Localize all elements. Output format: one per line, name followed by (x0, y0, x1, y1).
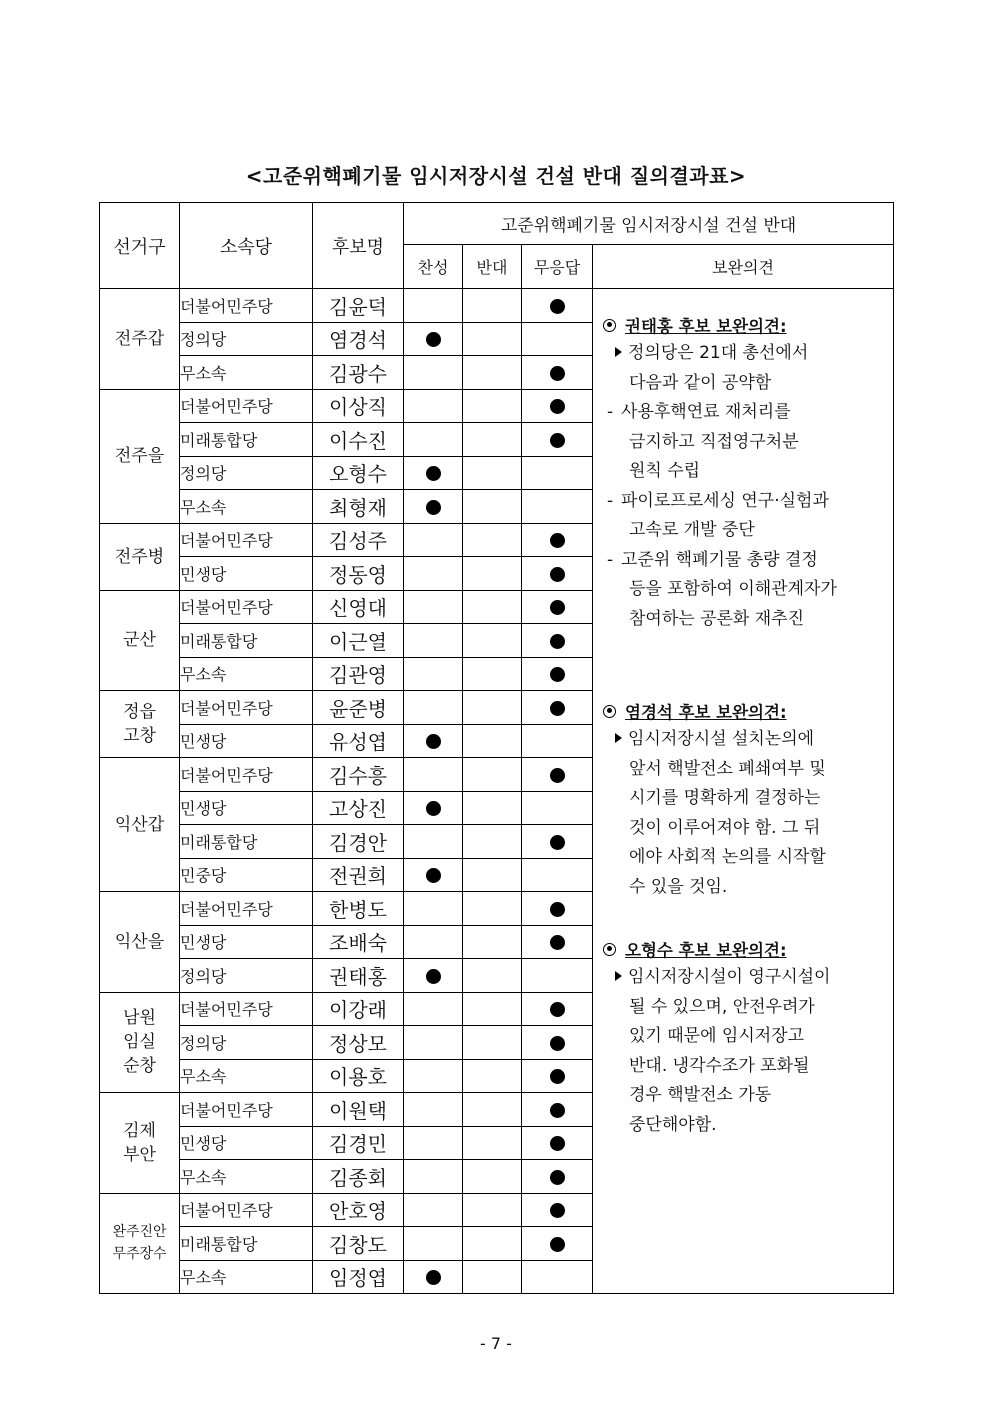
vote-agree-cell (404, 791, 463, 825)
vote-no-answer-cell (522, 825, 593, 859)
candidate-cell: 김창도 (313, 1227, 404, 1261)
district-label: 군산 (123, 630, 156, 651)
vote-agree-cell (404, 1126, 463, 1160)
vote-oppose-cell (463, 1093, 522, 1127)
vote-agree-cell (404, 925, 463, 959)
vote-oppose-cell (463, 389, 522, 423)
vote-agree-cell (404, 959, 463, 993)
header-no-answer: 무응답 (522, 245, 593, 289)
party-cell: 더불어민주당 (180, 389, 313, 423)
header-oppose: 반대 (463, 245, 522, 289)
candidate-cell: 정동영 (313, 557, 404, 591)
candidate-cell: 김성주 (313, 523, 404, 557)
vote-oppose-cell (463, 1026, 522, 1060)
header-opinion: 보완의견 (593, 245, 894, 289)
filled-circle-icon (550, 567, 565, 582)
district-label: 김제 (123, 1120, 156, 1141)
filled-circle-icon (426, 332, 441, 347)
dash-bullet-icon: - (607, 549, 614, 570)
circle-bullet-icon (603, 319, 616, 332)
filled-circle-icon (550, 935, 565, 950)
vote-agree-cell (404, 1026, 463, 1060)
candidate-cell: 임정엽 (313, 1260, 404, 1294)
vote-agree-cell (404, 423, 463, 457)
opinion-cell (593, 289, 894, 1294)
candidate-cell: 김윤덕 (313, 289, 404, 323)
vote-oppose-cell (463, 691, 522, 725)
vote-no-answer-cell (522, 1160, 593, 1194)
vote-agree-cell (404, 590, 463, 624)
filled-circle-icon (550, 1002, 565, 1017)
vote-agree-cell (404, 523, 463, 557)
opinion-line (603, 546, 888, 576)
page-number: - 7 - (480, 1334, 512, 1353)
district-cell (100, 523, 180, 590)
party-cell: 무소속 (180, 1260, 313, 1294)
opinion-heading-text: 염경석 후보 보완의견: (625, 703, 787, 722)
vote-no-answer-cell (522, 925, 593, 959)
candidate-cell: 최형재 (313, 490, 404, 524)
district-cell (100, 1193, 180, 1294)
opinion-line-text: 것이 이루어져야 함. 그 뒤 (629, 817, 821, 838)
vote-no-answer-cell (522, 791, 593, 825)
filled-circle-icon (550, 299, 565, 314)
district-label: 남원 (123, 1008, 156, 1029)
vote-no-answer-cell (522, 1193, 593, 1227)
vote-oppose-cell (463, 1160, 522, 1194)
header-agree: 찬성 (404, 245, 463, 289)
district-label: 전주병 (114, 546, 165, 567)
party-cell: 무소속 (180, 1160, 313, 1194)
district-cell (100, 289, 180, 390)
party-cell: 더불어민주당 (180, 892, 313, 926)
vote-agree-cell (404, 389, 463, 423)
vote-agree-cell (404, 1193, 463, 1227)
candidate-cell: 이상직 (313, 389, 404, 423)
opinion-heading-text: 오형수 후보 보완의견: (625, 941, 787, 960)
filled-circle-icon (550, 1136, 565, 1151)
vote-agree-cell (404, 892, 463, 926)
district-cell (100, 992, 180, 1093)
opinion-line (603, 1081, 888, 1111)
district-label: 완주진안 (112, 1224, 167, 1241)
district-label: 익산을 (114, 931, 165, 952)
vote-agree-cell (404, 490, 463, 524)
vote-oppose-cell (463, 1260, 522, 1294)
vote-no-answer-cell (522, 657, 593, 691)
opinion-line-text: 시기를 명확하게 결정하는 (629, 788, 821, 808)
vote-oppose-cell (463, 624, 522, 658)
filled-circle-icon (550, 600, 565, 615)
district-label: 고창 (123, 726, 156, 746)
vote-agree-cell (404, 1260, 463, 1294)
party-cell: 더불어민주당 (180, 992, 313, 1026)
opinion-line (603, 516, 888, 546)
vote-oppose-cell (463, 1126, 522, 1160)
vote-oppose-cell (463, 657, 522, 691)
party-cell: 더불어민주당 (180, 1093, 313, 1127)
vote-no-answer-cell (522, 389, 593, 423)
opinion-block (603, 311, 888, 634)
candidate-cell: 이수진 (313, 423, 404, 457)
table-row (100, 289, 894, 323)
district-label: 부안 (123, 1144, 156, 1165)
district-label: 전주을 (114, 446, 165, 466)
party-cell: 더불어민주당 (180, 1193, 313, 1227)
vote-agree-cell (404, 322, 463, 356)
opinion-line-text: 등을 포함하여 이해관계자가 (629, 579, 837, 599)
party-cell: 미래통합당 (180, 423, 313, 457)
party-cell: 정의당 (180, 1026, 313, 1060)
vote-agree-cell (404, 1227, 463, 1261)
vote-agree-cell (404, 724, 463, 758)
opinion-line (603, 1111, 888, 1141)
candidate-cell: 이강래 (313, 992, 404, 1026)
vote-no-answer-cell (522, 289, 593, 323)
district-label: 임실 (123, 1032, 156, 1053)
filled-circle-icon (550, 701, 565, 716)
vote-no-answer-cell (522, 1126, 593, 1160)
vote-no-answer-cell (522, 1260, 593, 1294)
triangle-bullet-icon (615, 733, 622, 743)
vote-agree-cell (404, 1093, 463, 1127)
opinion-line-text: 다음과 같이 공약함 (629, 372, 772, 393)
opinion-line-text: 정의당은 21대 총선에서 (628, 343, 809, 363)
opinion-line (603, 963, 888, 993)
party-cell: 정의당 (180, 322, 313, 356)
vote-no-answer-cell (522, 892, 593, 926)
opinion-heading (603, 697, 888, 725)
vote-no-answer-cell (522, 523, 593, 557)
candidate-cell: 한병도 (313, 892, 404, 926)
opinion-line (603, 487, 888, 517)
district-label: 순창 (123, 1056, 156, 1077)
vote-agree-cell (404, 825, 463, 859)
opinion-block (603, 697, 888, 902)
candidate-cell: 조배숙 (313, 925, 404, 959)
opinion-line-text: 경우 핵발전소 가동 (629, 1085, 772, 1105)
vote-agree-cell (404, 858, 463, 892)
filled-circle-icon (550, 1103, 565, 1118)
vote-agree-cell (404, 456, 463, 490)
document-title: <고준위핵폐기물 임시저장시설 건설 반대 질의결과표> (245, 164, 747, 188)
candidate-cell: 윤준병 (313, 691, 404, 725)
filled-circle-icon (550, 1170, 565, 1185)
candidate-cell: 이근열 (313, 624, 404, 658)
filled-circle-icon (550, 1237, 565, 1252)
vote-no-answer-cell (522, 992, 593, 1026)
opinion-line (603, 605, 888, 635)
opinion-line (603, 398, 888, 428)
vote-no-answer-cell (522, 490, 593, 524)
opinion-line (603, 814, 888, 844)
vote-no-answer-cell (522, 758, 593, 792)
header-party: 소속당 (180, 203, 313, 289)
party-cell: 미래통합당 (180, 1227, 313, 1261)
vote-agree-cell (404, 1160, 463, 1194)
vote-oppose-cell (463, 423, 522, 457)
vote-no-answer-cell (522, 557, 593, 591)
candidate-cell: 김경민 (313, 1126, 404, 1160)
district-cell (100, 691, 180, 758)
party-cell: 무소속 (180, 356, 313, 390)
opinion-line (603, 457, 888, 487)
opinion-line-text: 고속로 개발 중단 (629, 520, 755, 540)
party-cell: 무소속 (180, 657, 313, 691)
vote-oppose-cell (463, 523, 522, 557)
opinion-line-text: 임시저장시설이 영구시설이 (628, 967, 831, 987)
party-cell: 민생당 (180, 791, 313, 825)
opinion-line (603, 428, 888, 458)
opinion-line-text: 수 있을 것임. (629, 876, 728, 897)
party-cell: 민생당 (180, 925, 313, 959)
vote-oppose-cell (463, 892, 522, 926)
party-cell: 더불어민주당 (180, 590, 313, 624)
vote-oppose-cell (463, 590, 522, 624)
opinion-heading-text: 권태홍 후보 보완의견: (625, 317, 787, 336)
opinion-line-text: 참여하는 공론화 재추진 (629, 608, 805, 629)
candidate-cell: 정상모 (313, 1026, 404, 1060)
candidate-cell: 전권희 (313, 858, 404, 892)
candidate-cell: 김수흥 (313, 758, 404, 792)
dash-bullet-icon: - (607, 490, 614, 511)
vote-agree-cell (404, 557, 463, 591)
triangle-bullet-icon (615, 347, 622, 357)
opinion-line-text: 앞서 핵발전소 폐쇄여부 및 (629, 758, 826, 779)
filled-circle-icon (550, 768, 565, 783)
vote-agree-cell (404, 1059, 463, 1093)
vote-no-answer-cell (522, 691, 593, 725)
vote-oppose-cell (463, 825, 522, 859)
opinion-line (603, 725, 888, 755)
vote-oppose-cell (463, 925, 522, 959)
table-body (100, 289, 894, 1294)
candidate-cell: 권태홍 (313, 959, 404, 993)
filled-circle-icon (426, 969, 441, 984)
filled-circle-icon (550, 399, 565, 414)
filled-circle-icon (550, 835, 565, 850)
opinion-line-text: 파이로프로세싱 연구·실험과 (621, 490, 829, 511)
candidate-cell: 이원택 (313, 1093, 404, 1127)
party-cell: 더불어민주당 (180, 691, 313, 725)
opinion-line (603, 993, 888, 1023)
party-cell: 민생당 (180, 1126, 313, 1160)
vote-no-answer-cell (522, 322, 593, 356)
opinion-line-text: 중단해야함. (629, 1114, 717, 1135)
vote-oppose-cell (463, 858, 522, 892)
party-cell: 무소속 (180, 490, 313, 524)
opinion-heading (603, 935, 888, 963)
vote-no-answer-cell (522, 1093, 593, 1127)
vote-oppose-cell (463, 456, 522, 490)
district-cell (100, 389, 180, 523)
district-cell (100, 892, 180, 993)
opinion-line-text: 금지하고 직접영구처분 (629, 431, 799, 452)
opinion-line (603, 1022, 888, 1052)
opinion-line-text: 될 수 있으며, 안전우려가 (629, 996, 815, 1017)
party-cell: 정의당 (180, 959, 313, 993)
candidate-cell: 고상진 (313, 791, 404, 825)
vote-oppose-cell (463, 791, 522, 825)
filled-circle-icon (550, 667, 565, 682)
opinion-line (603, 873, 888, 903)
opinion-line-text: 임시저장시설 설치논의에 (628, 729, 815, 749)
triangle-bullet-icon (615, 971, 622, 981)
filled-circle-icon (550, 902, 565, 917)
district-label: 전주갑 (114, 328, 165, 349)
vote-no-answer-cell (522, 1026, 593, 1060)
filled-circle-icon (550, 533, 565, 548)
vote-oppose-cell (463, 758, 522, 792)
candidate-cell: 김관영 (313, 657, 404, 691)
filled-circle-icon (550, 1069, 565, 1084)
filled-circle-icon (550, 1036, 565, 1051)
candidate-cell: 이용호 (313, 1059, 404, 1093)
vote-no-answer-cell (522, 456, 593, 490)
survey-results-table (99, 202, 894, 1294)
district-cell (100, 590, 180, 691)
vote-oppose-cell (463, 992, 522, 1026)
vote-oppose-cell (463, 1227, 522, 1261)
vote-no-answer-cell (522, 1227, 593, 1261)
vote-agree-cell (404, 992, 463, 1026)
filled-circle-icon (426, 466, 441, 481)
opinion-line (603, 339, 888, 369)
party-cell: 미래통합당 (180, 624, 313, 658)
opinion-line-text: 사용후핵연료 재처리를 (621, 402, 791, 422)
vote-oppose-cell (463, 356, 522, 390)
opinion-line-text: 있기 때문에 임시저장고 (629, 1026, 805, 1046)
party-cell: 더불어민주당 (180, 289, 313, 323)
party-cell: 더불어민주당 (180, 523, 313, 557)
filled-circle-icon (426, 801, 441, 816)
candidate-cell: 오형수 (313, 456, 404, 490)
party-cell: 민중당 (180, 858, 313, 892)
vote-oppose-cell (463, 1059, 522, 1093)
filled-circle-icon (426, 500, 441, 515)
opinion-line (603, 755, 888, 785)
candidate-cell: 유성엽 (313, 724, 404, 758)
party-cell: 민생당 (180, 724, 313, 758)
circle-bullet-icon (603, 705, 616, 718)
candidate-cell: 염경석 (313, 322, 404, 356)
party-cell: 정의당 (180, 456, 313, 490)
vote-agree-cell (404, 289, 463, 323)
vote-no-answer-cell (522, 624, 593, 658)
vote-oppose-cell (463, 724, 522, 758)
district-label: 익산갑 (114, 814, 165, 835)
header-candidate: 후보명 (313, 203, 404, 289)
vote-oppose-cell (463, 322, 522, 356)
vote-agree-cell (404, 691, 463, 725)
opinion-line (603, 575, 888, 605)
vote-agree-cell (404, 758, 463, 792)
district-label: 무주장수 (112, 1246, 167, 1263)
vote-agree-cell (404, 657, 463, 691)
party-cell: 민생당 (180, 557, 313, 591)
header-question-group: 고준위핵폐기물 임시저장시설 건설 반대 (404, 203, 894, 245)
district-label: 정읍 (123, 702, 156, 722)
filled-circle-icon (426, 1270, 441, 1285)
vote-no-answer-cell (522, 423, 593, 457)
vote-oppose-cell (463, 289, 522, 323)
candidate-cell: 신영대 (313, 590, 404, 624)
vote-oppose-cell (463, 959, 522, 993)
party-cell: 미래통합당 (180, 825, 313, 859)
vote-agree-cell (404, 356, 463, 390)
vote-oppose-cell (463, 557, 522, 591)
party-cell: 더불어민주당 (180, 758, 313, 792)
filled-circle-icon (550, 634, 565, 649)
circle-bullet-icon (603, 943, 616, 956)
party-cell: 무소속 (180, 1059, 313, 1093)
candidate-cell: 김종회 (313, 1160, 404, 1194)
candidate-cell: 김광수 (313, 356, 404, 390)
header-district: 선거구 (100, 203, 180, 289)
filled-circle-icon (550, 1203, 565, 1218)
opinion-line-text: 에야 사회적 논의를 시작할 (629, 847, 826, 867)
filled-circle-icon (426, 868, 441, 883)
opinion-block (603, 935, 888, 1140)
opinion-heading (603, 311, 888, 339)
candidate-cell: 안호영 (313, 1193, 404, 1227)
filled-circle-icon (426, 734, 441, 749)
district-cell (100, 1093, 180, 1194)
vote-no-answer-cell (522, 858, 593, 892)
opinion-line-text: 반대. 냉각수조가 포화될 (629, 1055, 810, 1076)
district-cell (100, 758, 180, 892)
vote-oppose-cell (463, 1193, 522, 1227)
vote-oppose-cell (463, 490, 522, 524)
vote-no-answer-cell (522, 356, 593, 390)
filled-circle-icon (550, 366, 565, 381)
opinion-line (603, 1052, 888, 1082)
vote-no-answer-cell (522, 590, 593, 624)
opinion-line-text: 원칙 수립 (629, 461, 701, 481)
opinion-line (603, 369, 888, 399)
filled-circle-icon (550, 433, 565, 448)
opinion-line (603, 784, 888, 814)
vote-agree-cell (404, 624, 463, 658)
vote-no-answer-cell (522, 1059, 593, 1093)
opinion-line-text: 고준위 핵폐기물 총량 결정 (621, 549, 818, 570)
dash-bullet-icon: - (607, 402, 614, 422)
opinion-line (603, 843, 888, 873)
vote-no-answer-cell (522, 959, 593, 993)
vote-no-answer-cell (522, 724, 593, 758)
candidate-cell: 김경안 (313, 825, 404, 859)
